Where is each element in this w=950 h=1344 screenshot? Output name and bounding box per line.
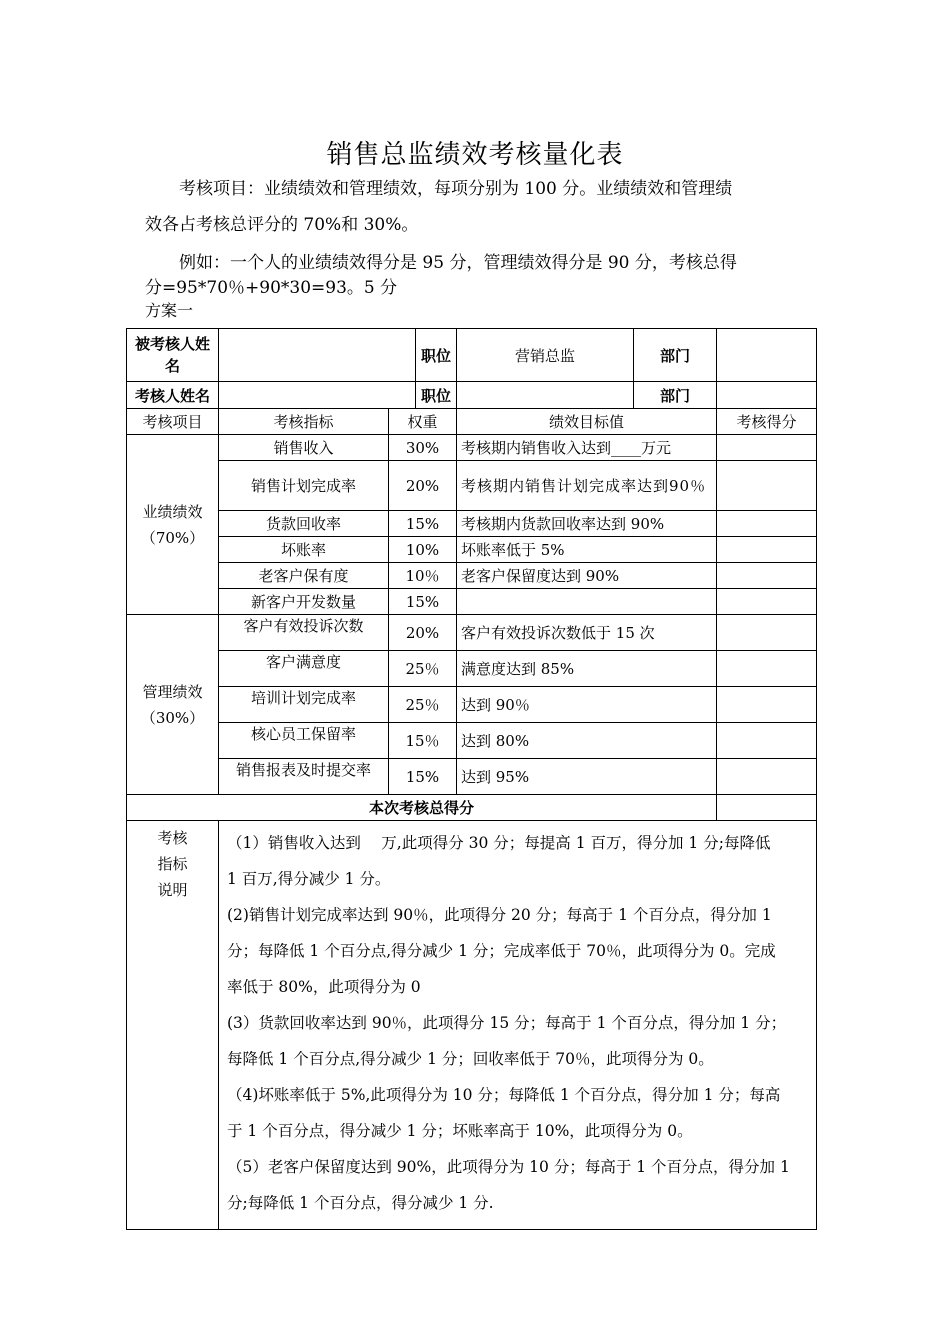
weight-cell: 10% bbox=[389, 537, 457, 563]
assessment-table bbox=[126, 328, 817, 1230]
position2-label: 职位 bbox=[420, 386, 451, 405]
note-line: 率低于 80%，此项得分为 0 bbox=[227, 978, 421, 996]
group-management: 管理绩效 （30%） bbox=[127, 615, 219, 795]
dept-label: 部门 bbox=[659, 346, 690, 365]
indicator-cell: 坏账率 bbox=[219, 537, 389, 563]
indicator-cell: 新客户开发数量 bbox=[219, 589, 389, 615]
assessor-label: 考核人姓名 bbox=[127, 382, 219, 409]
target-cell: 客户有效投诉次数低于 15 次 bbox=[457, 615, 717, 651]
total-row bbox=[127, 795, 817, 821]
col-header-target: 绩效目标值 bbox=[457, 409, 717, 435]
weight-cell: 25％ bbox=[389, 687, 457, 723]
note-line: 分；每降低 1 个百分点,得分减少 1 分；完成率低于 70％，此项得分为 0。完成 bbox=[227, 942, 776, 960]
scheme-label: 方案一 bbox=[145, 301, 194, 320]
score-cell[interactable] bbox=[717, 511, 817, 537]
total-score-cell[interactable] bbox=[717, 795, 817, 821]
note-line: 1 百万,得分减少 1 分。 bbox=[227, 870, 391, 888]
table-row bbox=[127, 723, 817, 759]
dept-value[interactable] bbox=[717, 329, 817, 382]
target-cell: 老客户保留度达到 90% bbox=[457, 563, 717, 589]
table-row bbox=[127, 511, 817, 537]
col-header-weight: 权重 bbox=[389, 409, 457, 435]
total-label: 本次考核总得分 bbox=[127, 795, 717, 821]
target-cell bbox=[457, 589, 717, 615]
assessor-value[interactable] bbox=[219, 382, 416, 408]
example-line-2: 分=95*70％+90*30=93。5 分 bbox=[145, 278, 398, 298]
table-row bbox=[127, 461, 817, 511]
table-row bbox=[127, 759, 817, 795]
note-line: (3）货款回收率达到 90％，此项得分 15 分；每高于 1 个百分点，得分加 1 分； bbox=[227, 1014, 787, 1032]
notes-row bbox=[127, 821, 817, 1230]
target-cell: 坏账率低于 5% bbox=[457, 537, 717, 563]
page-title: 销售总监绩效考核量化表 bbox=[326, 140, 624, 170]
table-row bbox=[127, 687, 817, 723]
table-row bbox=[127, 589, 817, 615]
table-row bbox=[127, 615, 817, 651]
intro-line-1: 考核项目：业绩绩效和管理绩效，每项分别为 100 分。业绩绩效和管理绩 bbox=[179, 179, 733, 199]
note-line: （4)坏账率低于 5%,此项得分为 10 分；每降低 1 个百分点，得分加 1 分；每高 bbox=[227, 1086, 781, 1104]
position-label: 职位 bbox=[420, 346, 451, 365]
note-line: 每降低 1 个百分点,得分减少 1 分；回收率低于 70％，此项得分为 0。 bbox=[227, 1050, 714, 1068]
col-header-score: 考核得分 bbox=[717, 409, 817, 435]
weight-cell: 25％ bbox=[389, 651, 457, 687]
notes-text bbox=[219, 821, 817, 1230]
target-cell: 考核期内销售计划完成率达到90％ bbox=[457, 461, 717, 511]
weight-cell: 15% bbox=[389, 589, 457, 615]
score-cell[interactable] bbox=[717, 651, 817, 687]
target-cell: 考核期内销售收入达到____万元 bbox=[457, 435, 717, 461]
target-cell: 达到 95% bbox=[457, 759, 717, 795]
indicator-cell: 客户满意度 bbox=[219, 651, 389, 687]
example-line-1: 例如：一个人的业绩绩效得分是 95 分，管理绩效得分是 90 分，考核总得 bbox=[179, 253, 737, 273]
note-line: (2)销售计划完成率达到 90％，此项得分 20 分；每高于 1 个百分点，得分加 1 bbox=[227, 906, 772, 924]
weight-cell: 10％ bbox=[389, 563, 457, 589]
score-cell[interactable] bbox=[717, 615, 817, 651]
weight-cell: 20% bbox=[389, 461, 457, 511]
assessee-row bbox=[127, 329, 817, 382]
indicator-cell: 客户有效投诉次数 bbox=[219, 615, 389, 651]
indicator-cell: 销售报表及时提交率 bbox=[219, 759, 389, 795]
score-cell[interactable] bbox=[717, 759, 817, 795]
score-cell[interactable] bbox=[717, 723, 817, 759]
note-line: （5）老客户保留度达到 90%，此项得分为 10 分；每高于 1 个百分点，得分加 1 bbox=[227, 1158, 790, 1176]
table-row bbox=[127, 435, 817, 461]
dept2-label: 部门 bbox=[659, 386, 690, 405]
weight-cell: 15% bbox=[389, 511, 457, 537]
target-cell: 达到 80% bbox=[457, 723, 717, 759]
indicator-cell: 货款回收率 bbox=[219, 511, 389, 537]
intro-line-2: 效各占考核总评分的 70%和 30%。 bbox=[145, 215, 419, 235]
column-header-row bbox=[127, 409, 817, 435]
score-cell[interactable] bbox=[717, 687, 817, 723]
col-header-indicator: 考核指标 bbox=[219, 409, 389, 435]
indicator-cell: 销售收入 bbox=[219, 435, 389, 461]
weight-cell: 15％ bbox=[389, 723, 457, 759]
notes-label: 考核 指标 说明 bbox=[127, 821, 219, 1230]
indicator-cell: 培训计划完成率 bbox=[219, 687, 389, 723]
assessee-value[interactable] bbox=[219, 329, 416, 381]
score-cell[interactable] bbox=[717, 435, 817, 461]
assessor-row bbox=[127, 382, 817, 409]
score-cell[interactable] bbox=[717, 563, 817, 589]
note-line: 分;每降低 1 个百分点，得分减少 1 分. bbox=[227, 1194, 494, 1212]
score-cell[interactable] bbox=[717, 461, 817, 511]
indicator-cell: 老客户保有度 bbox=[219, 563, 389, 589]
position-value[interactable]: 营销总监 bbox=[457, 329, 634, 381]
weight-cell: 15% bbox=[389, 759, 457, 795]
target-cell: 满意度达到 85% bbox=[457, 651, 717, 687]
weight-cell: 20% bbox=[389, 615, 457, 651]
group-performance: 业绩绩效 （70%） bbox=[127, 435, 219, 615]
col-header-item: 考核项目 bbox=[127, 409, 219, 435]
score-cell[interactable] bbox=[717, 589, 817, 615]
weight-cell: 30% bbox=[389, 435, 457, 461]
score-cell[interactable] bbox=[717, 537, 817, 563]
note-line: 于 1 个百分点，得分减少 1 分；坏账率高于 10%，此项得分为 0。 bbox=[227, 1122, 693, 1140]
note-line: （1）销售收入达到 万,此项得分 30 分；每提高 1 百万，得分加 1 分;每降低 bbox=[227, 834, 771, 852]
position2-value[interactable] bbox=[457, 382, 634, 408]
assessee-label: 被考核人姓名 bbox=[127, 329, 219, 382]
indicator-cell: 核心员工保留率 bbox=[219, 723, 389, 759]
table-row bbox=[127, 651, 817, 687]
table-row bbox=[127, 563, 817, 589]
indicator-cell: 销售计划完成率 bbox=[219, 461, 389, 511]
target-cell: 达到 90％ bbox=[457, 687, 717, 723]
target-cell: 考核期内货款回收率达到 90% bbox=[457, 511, 717, 537]
dept2-value[interactable] bbox=[717, 382, 817, 409]
table-row bbox=[127, 537, 817, 563]
